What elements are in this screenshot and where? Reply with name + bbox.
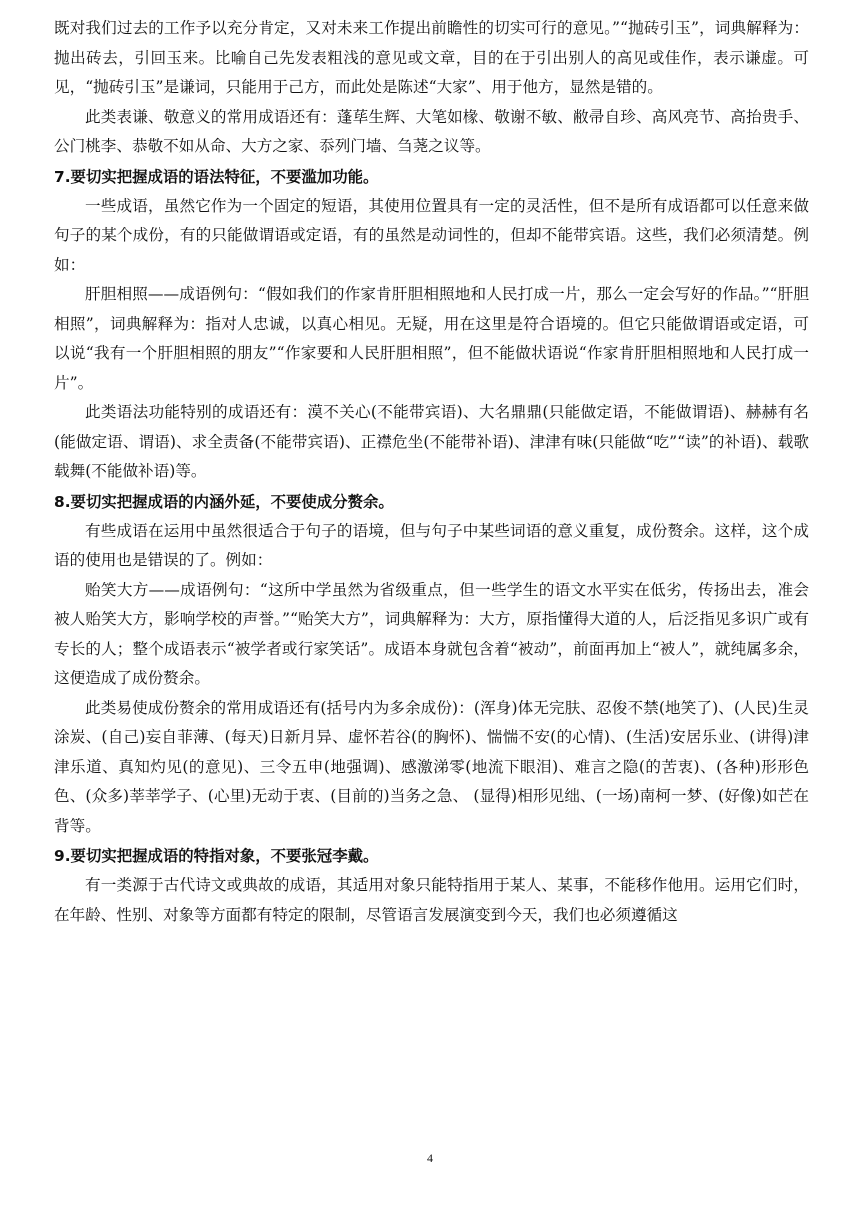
paragraph-3: 一些成语，虽然它作为一个固定的短语，其使用位置具有一定的灵活性，但不是所有成语都可以任意来做句子的某个成份，有的只能做谓语或定语，有的虽然是动词性的，但却不能带宾语。这些，我们必须清楚。例如： bbox=[54, 196, 809, 274]
paragraph-2: 此类表谦、敬意义的常用成语还有：蓬荜生辉、大笔如椽、敬谢不敏、敝帚自珍、高风亮节、高抬贵手、公门桃李、恭敬不如从命、大方之家、忝列门墙、刍荛之议等。 bbox=[54, 107, 809, 155]
section-heading-7: 7.要切实把握成语的语法特征，不要滥加功能。 bbox=[54, 167, 379, 186]
paragraph-9: 有一类源于古代诗文或典故的成语，其适用对象只能特指用于某人、某事，不能移作他用。运用它们时，在年龄、性别、对象等方面都有特定的限制，尽管语言发展演变到今天，我们也必须遵循这 bbox=[54, 876, 809, 924]
document-body bbox=[54, 14, 809, 930]
paragraph-1: 既对我们过去的工作予以充分肯定，又对未来工作提出前瞻性的切实可行的意见。”“抛砖引玉”，词典解释为：抛出砖去，引回玉来。比喻自己先发表粗浅的意见或文章，目的在于引出别人的高见或佳作，表示谦虚。可见，“抛砖引玉”是谦词，只能用于己方，而此处是陈述“大家”、用于他方，显然是错的。 bbox=[54, 19, 809, 96]
paragraph-4: 肝胆相照——成语例句：“假如我们的作家肯肝胆相照地和人民打成一片，那么一定会写好的作品。”“肝胆相照”，词典解释为：指对人忠诚，以真心相见。无疑，用在这里是符合语境的。但它只能做谓语或定语，可以说“我有一个肝胆相照的朋友”“作家要和人民肝胆相照”，但不能做状语说“作家肯肝胆相照地和人民打成一片”。 bbox=[54, 285, 809, 392]
paragraph-8: 此类易使成份赘余的常用成语还有(括号内为多余成份)：(浑身)体无完肤、忍俊不禁(地笑了)、(人民)生灵涂炭、(自己)妄自菲薄、(每天)日新月异、虚怀若谷(的胸怀)、惴惴不安(的心情)、(生活)安居乐业、(讲得)津津乐道、真知灼见(的意见)、三令五申(地强调)、感激涕零(地流下眼泪)、难言之隐(的苦衷)、(各种)形形色色、(众多)莘莘学子、(心里)无动于衷、(目前的)当务之急、 (显得)相形见绌、(一场)南柯一梦、(好像)如芒在背等。 bbox=[54, 698, 809, 835]
paragraph-6: 有些成语在运用中虽然很适合于句子的语境，但与句子中某些词语的意义重复，成份赘余。这样，这个成语的使用也是错误的了。例如： bbox=[54, 521, 809, 569]
section-heading-9: 9.要切实把握成语的特指对象，不要张冠李戴。 bbox=[54, 847, 379, 865]
page-number: 4 bbox=[427, 1151, 433, 1165]
section-heading-8: 8.要切实把握成语的内涵外延，不要使成分赘余。 bbox=[54, 492, 394, 511]
paragraph-5: 此类语法功能特别的成语还有：漠不关心(不能带宾语)、大名鼎鼎(只能做定语，不能做谓语)、赫赫有名(能做定语、谓语)、求全责备(不能带宾语)、正襟危坐(不能带补语)、津津有味(只能做“吃”“读”的补语)、载歌载舞(不能做补语)等。 bbox=[54, 403, 809, 480]
paragraph-7: 贻笑大方——成语例句：“这所中学虽然为省级重点，但一些学生的语文水平实在低劣，传扬出去，准会被人贻笑大方，影响学校的声誉。”“贻笑大方”，词典解释为：大方，原指懂得大道的人，后泛指见多识广或有专长的人；整个成语表示“被学者或行家笑话”。成语本身就包含着“被动”，前面再加上“被人”，就纯属多余，这便造成了成份赘余。 bbox=[54, 580, 809, 687]
